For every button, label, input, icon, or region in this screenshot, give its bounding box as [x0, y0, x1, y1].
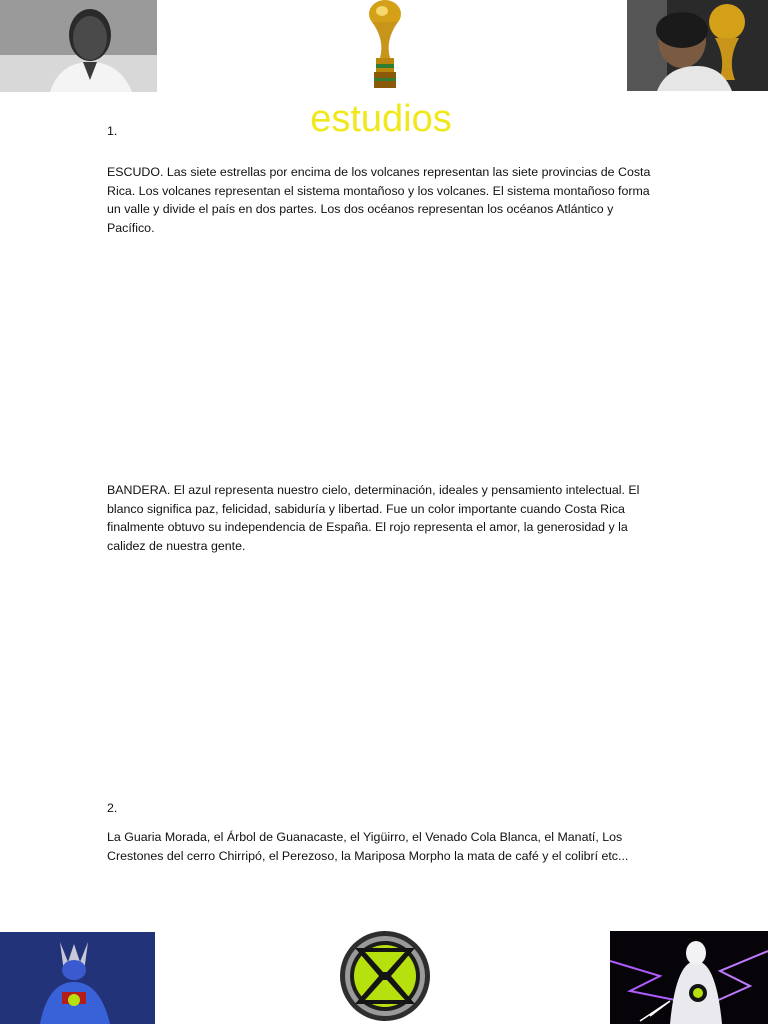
- world-cup-trophy-icon: [360, 0, 410, 92]
- player-photo-top-left: [0, 0, 157, 92]
- section-number-1: 1.: [107, 124, 118, 138]
- player-kissing-trophy-photo: [627, 0, 768, 91]
- national-symbols-paragraph: La Guaria Morada, el Árbol de Guanacaste, el Yigüirro, el Venado Cola Blanca, el Manatí, Los Crestones del cerro Chirripó, el Perezoso, la Mariposa Morpho la mata de café y el colibrí etc...: [107, 830, 629, 863]
- alien-character-image: [610, 931, 768, 1024]
- section-number-2: 2.: [107, 801, 118, 815]
- cartoon-hero-image: [0, 932, 155, 1024]
- bandera-paragraph: BANDERA. El azul representa nuestro cielo, determinación, ideales y pensamiento intelectual. El blanco significa paz, felicidad, sabiduría y libertad. Fue un color importante cuando Costa Rica finalmente obtuvo su independencia de España. El rojo representa el amor, la generosidad y la calidez de nuestra gente.: [107, 483, 640, 554]
- escudo-paragraph: ESCUDO. Las siete estrellas por encima de los volcanes representan las siete provincias de Costa Rica. Los volcanes representan el sistema montañoso y los volcanes. El sistema montañoso forma un valle y divide el país en dos partes. Los dos océanos representan los océanos Atlántico y Pacífico.: [107, 165, 651, 236]
- omnitrix-icon: [339, 930, 431, 1022]
- document-title: estudios: [310, 98, 452, 140]
